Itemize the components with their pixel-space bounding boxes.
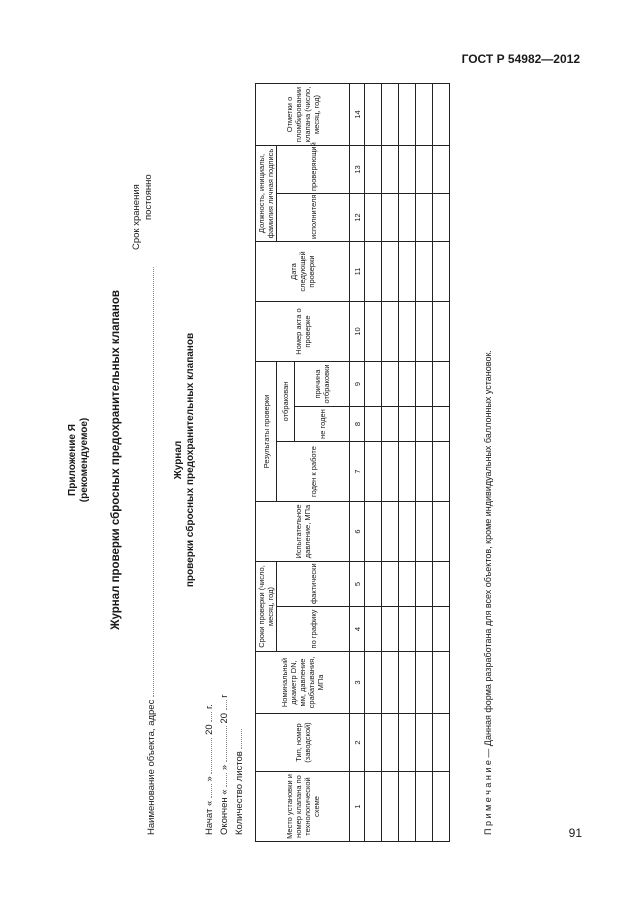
ended-label: Окончен « (219, 789, 230, 835)
empty-row (433, 84, 450, 842)
empty-row (416, 84, 433, 842)
object-line (145, 267, 157, 835)
col-fit-header: годен к работе (277, 442, 350, 502)
document-title: Журнал проверки сбросных предохранительных клапанов (110, 290, 122, 630)
journal-heading (173, 70, 197, 850)
journal-table (255, 83, 450, 842)
column-number: 1 (350, 772, 365, 842)
ended-line: Окончен « » 20 г (219, 694, 230, 835)
column-number: 14 (350, 84, 365, 146)
group-check-dates-header: Сроки проверки (число, месяц, год) (256, 562, 277, 652)
column-number: 8 (350, 407, 365, 442)
group-rejected-header: отбракован (277, 362, 295, 442)
column-number: 2 (350, 714, 365, 772)
column-number: 10 (350, 302, 365, 362)
started-line: Начат « » 20 г. (204, 704, 215, 835)
col-reject-reason-header: причина отбраковки (295, 362, 350, 407)
ended-year: 20 (219, 712, 230, 724)
journal-title: Журнал (173, 440, 184, 480)
empty-row (365, 84, 382, 842)
standard-header: ГОСТ Р 54982—2012 (461, 52, 580, 66)
column-number: 11 (350, 242, 365, 302)
appendix-heading (67, 70, 91, 850)
col-type-header: Тип, номер (заводской) (256, 714, 350, 772)
sheets-line (233, 729, 245, 835)
col-act-number-header: Номер акта о проверке (256, 302, 350, 362)
col-inspector-header: проверяющий (277, 146, 350, 194)
group-results-header: Результаты проверки (256, 362, 277, 502)
column-number: 9 (350, 362, 365, 407)
appendix-type: (рекомендуемое) (79, 417, 90, 503)
object-label: Наименование объекта, адрес (146, 699, 157, 835)
column-number: 13 (350, 146, 365, 194)
col-location-header: Место установки и номер клапана по технологической схеме (256, 772, 350, 842)
storage-label: Срок хранения (131, 184, 142, 250)
storage-line (131, 184, 142, 250)
rotated-form (55, 70, 575, 850)
table-note: П р и м е ч а н и е — Данная форма разработана для всех объектов, кроме индивидуальных баллонных установок. (483, 350, 493, 835)
started-label: Начат « (204, 800, 215, 835)
appendix-label: Приложение Я (67, 424, 78, 496)
column-number-row (350, 84, 365, 842)
col-scheduled-header: по графику (277, 607, 350, 652)
col-test-pressure-header: Испытательное давление, МПа (256, 502, 350, 562)
col-sealing-header: Отметки о пломбировании клапана (число, месяц, год) (256, 84, 350, 146)
empty-row (399, 84, 416, 842)
column-number: 3 (350, 652, 365, 714)
started-year: 20 (204, 724, 215, 735)
col-next-check-header: Дата следующей проверки (256, 242, 350, 302)
col-performer-header: исполнителя (277, 194, 350, 242)
col-diameter-header: Номинальный диаметр DN, мм, давление срабатывания, МПа (256, 652, 350, 714)
column-number: 12 (350, 194, 365, 242)
object-fill-line (145, 267, 154, 697)
column-number: 5 (350, 562, 365, 607)
empty-row (382, 84, 399, 842)
page-number: 91 (568, 826, 582, 840)
sheets-label: Количество листов (234, 751, 245, 835)
group-signatures-header: Должность, инициалы, фамилия личная подпись (256, 146, 277, 242)
journal-subtitle: проверки сбросных предохранительных клапанов (185, 332, 196, 588)
column-number: 6 (350, 502, 365, 562)
column-number: 7 (350, 442, 365, 502)
col-unfit-header: не годен (295, 407, 350, 442)
storage-value: постоянно (143, 174, 154, 220)
col-actual-header: фактически (277, 562, 350, 607)
column-number: 4 (350, 607, 365, 652)
